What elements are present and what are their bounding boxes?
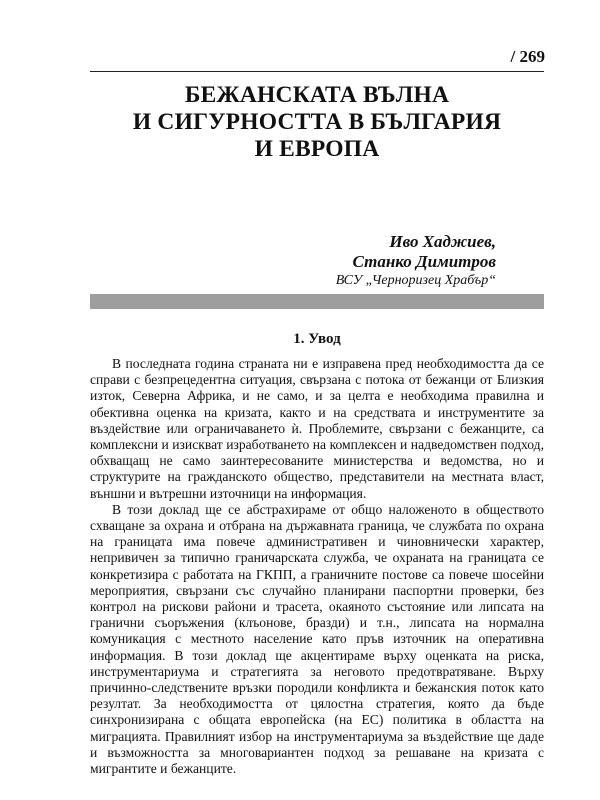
author-name: Иво Хаджиев, xyxy=(389,232,496,251)
title-line: И ЕВРОПА xyxy=(254,136,380,162)
paragraph: В последната година страната ни е изправена пред необходимостта да се справи с безпрецедентна ситуация, свързана с потока от бежанци от Близкия изток, Северна Африка, и не само, и за целта е необходима правилна и обективна оценка на кризата, както и на средствата и инструментите за въздействие или ограничаването ѝ. Проблемите, свързани с бежанците, са комплексни и изискват изработването на комплексен и надведомствен подход, обхващащ не само заинтересованите министерства и ведомства, но и структурите на гражданското общество, представители на местната власт, външни и вътрешни източници на информация. xyxy=(90,356,544,501)
article-title xyxy=(90,82,544,163)
title-line: И СИГУРНОСТТА В БЪЛГАРИЯ xyxy=(132,109,502,135)
page-number: / 269 xyxy=(510,47,545,66)
author-block xyxy=(90,232,496,290)
article-body xyxy=(90,356,544,777)
header-rule xyxy=(90,71,544,72)
affiliation: ВСУ „Черноризец Храбър“ xyxy=(335,273,496,288)
section-divider-bar xyxy=(90,294,544,309)
section-heading: 1. Увод xyxy=(293,331,341,347)
title-line: БЕЖАНСКАТА ВЪЛНА xyxy=(184,82,450,108)
author-name: Станко Димитров xyxy=(352,252,496,271)
paragraph: В този доклад ще се абстрахираме от общо наложеното в обществото схващане за охрана и отбрана на държавната граница, че службата по охрана на границата има повече административен и чиновнически характер, непривичен за типично граничарската служба, че охраната на границата се конкретизира с работата на ГКПП, а граничните постове са повече шосейни мероприятия, свързани със случайно планирани паспортни проверки, без контрол на рискови райони и трасета, окаяното състояние или липсата на гранични съоръжения (клъонове, бразди) и т.н., липсата на нормална комуникация с местното население като пръв източник на оперативна информация. В този доклад ще акцентираме върху оценката на риска, инструментариума и стратегията за неговото предотвратяване. Върху причинно-следствените връзки породили конфликта и бежанския поток като резултат. За необходимостта от цялостна стратегия, която да бъде синхронизирана с общата европейска (на ЕС) политика в областта на миграцията. Правилният избор на инструментариума за въздействие ще даде и възможността за многовариантен подход за решаване на кризата с мигрантите и бежанците. xyxy=(90,501,544,777)
